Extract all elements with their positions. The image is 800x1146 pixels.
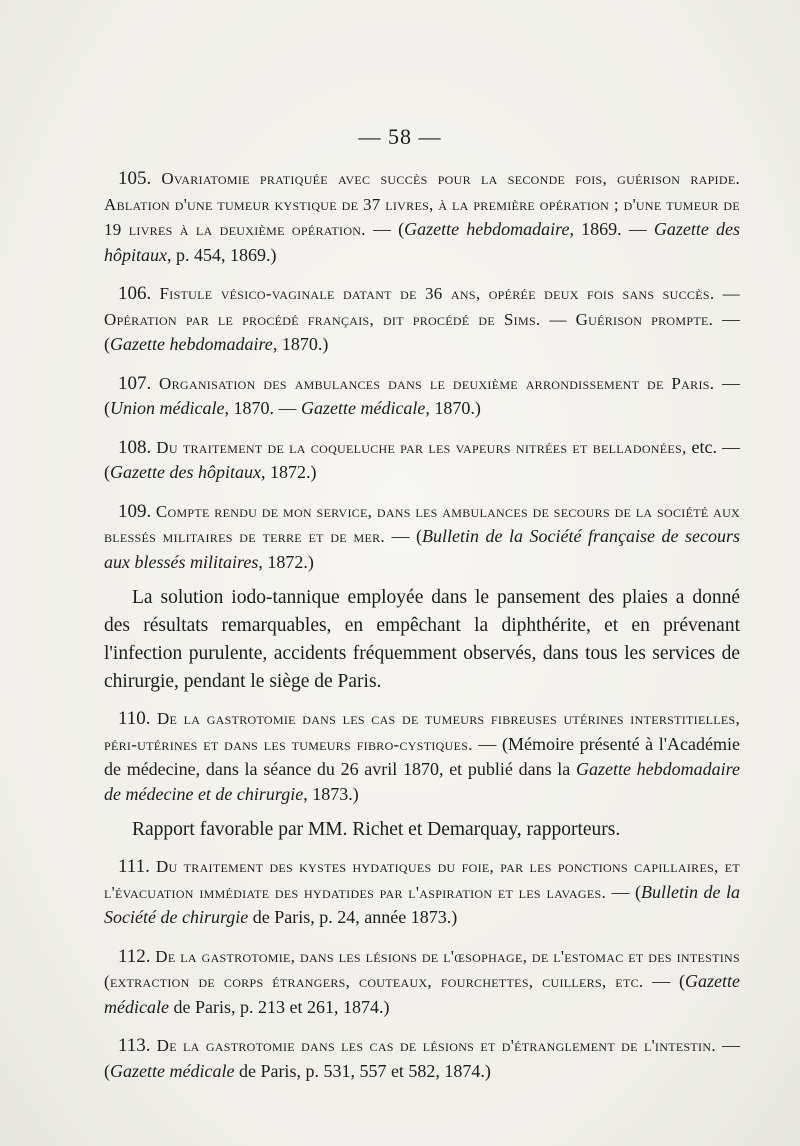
entry-107 <box>104 371 740 421</box>
entry-separator: — ( <box>606 881 641 902</box>
entry-citation: , 1873.) <box>303 783 359 804</box>
entry-111 <box>104 854 740 930</box>
entry-separator: — ( <box>643 971 686 991</box>
entry-title: Compte rendu de mon service, dans les ambulances de secours de la société aux blessés militaires de terre et de mer. <box>104 501 741 546</box>
entry-citation: de Paris, p. 213 et 261, 1874.) <box>168 996 390 1017</box>
entry-number: 112. <box>118 945 151 967</box>
entry-109 <box>104 499 740 575</box>
entry-citation: , 1869. — <box>569 219 654 239</box>
entry-separator: — ( <box>104 436 741 482</box>
entry-journal: Bulletin de la Société de chirurgie <box>104 881 740 927</box>
entry-number: 105. <box>118 168 152 189</box>
entry-journal: Gazette hebdomadaire <box>404 219 570 239</box>
note-paragraph: La solution iodo-tannique employée dans le pansement des plaies a donné des résultats remarquables, en empêchant la diphthérite, et en prévenant l'infection purulente, accidents fréquemment observés, dans tous les services de chirurgie, pendant le siège de Paris. <box>104 587 740 692</box>
entry-title: Ovariatomie pratiquée avec succès pour la seconde fois, guérison rapide. Ablation d'une tumeur kystique de 37 livres, à la première opération ; d'une tumeur de 19 livres à la deuxième opération. <box>104 169 740 239</box>
entry-extra: etc. <box>686 436 718 457</box>
entry-journal: Gazette hebdomadaire de médecine et de chirurgie <box>104 759 740 804</box>
entry-separator: — ( <box>104 308 740 354</box>
entry-110 <box>104 706 740 806</box>
entry-citation: , 1872.) <box>258 551 314 572</box>
entry-title: De la gastrotomie dans les cas de tumeurs fibreuses utérines interstitielles, péri-utérines et dans les tumeurs fibro-cystiques. <box>104 709 741 754</box>
entry-separator: — ( <box>104 1035 740 1081</box>
entry-separator: — ( <box>384 526 422 546</box>
entry-journal: Gazette des hôpitaux <box>110 462 261 482</box>
entry-number: 106. <box>118 283 152 304</box>
entry-number: 108. <box>118 436 152 458</box>
entry-citation: de Paris, p. 24, année 1873.) <box>248 907 458 927</box>
entry-separator: — ( <box>104 372 741 418</box>
entry-112 <box>104 944 740 1020</box>
entry-title: Du traitement des kystes hydatiques du foie, par les ponctions capillaires, et l'évacuation immédiate des hydatides par l'aspiration et les lavages. <box>104 857 741 902</box>
entry-journal: Union médicale <box>110 398 225 418</box>
entry-number: 113. <box>118 1035 151 1056</box>
entry-number: 110. <box>118 708 151 729</box>
page-number: — 58 — <box>358 124 442 149</box>
entry-title: De la gastrotomie dans les cas de lésions et d'étranglement de l'intestin. <box>156 1036 716 1055</box>
note-paragraph: Rapport favorable par MM. Richet et Demarquay, rapporteurs. <box>132 819 621 840</box>
entry-citation: , p. 454, 1869.) <box>167 244 277 265</box>
entry-105 <box>104 166 740 267</box>
entry-citation: , 1870.) <box>425 398 481 418</box>
entry-113 <box>104 1033 740 1083</box>
bibliography-list <box>104 166 740 1097</box>
entry-title: De la gastrotomie, dans les lésions de l'œsophage, de l'estomac et des intestins (extraction de corps étrangers, couteaux, fourchettes, cuillers, etc. <box>104 946 740 991</box>
entry-number: 107. <box>118 372 152 394</box>
entry-journal: Gazette hebdomadaire <box>110 334 273 354</box>
entry-citation: , 1870. — <box>224 398 301 418</box>
entry-journal: Gazette médicale <box>300 398 426 418</box>
entry-citation: de Paris, p. 531, 557 et 582, 1874.) <box>234 1060 491 1081</box>
entry-108 <box>104 435 740 485</box>
entry-number: 111. <box>118 856 150 877</box>
entry-title: Organisation des ambulances dans le deuxième arrondissement de Paris. <box>159 373 715 393</box>
entry-106 <box>104 281 740 357</box>
entry-journal: Gazette médicale <box>110 1060 235 1081</box>
entry-journal: Gazette médicale <box>104 971 741 1017</box>
entry-citation: , 1872.) <box>260 462 317 482</box>
entry-journal: Bulletin de la Société française de secours aux blessés militaires <box>104 526 740 572</box>
entry-journal: Gazette des hôpitaux <box>104 219 741 265</box>
entry-number: 109. <box>118 500 152 522</box>
entry-separator: — ( <box>365 219 405 239</box>
entry-title: Fistule vésico-vaginale datant de 36 ans, opérée deux fois sans succès. — Opération par le procédé français, dit procédé de Sims. — Guérison prompte. <box>104 284 740 329</box>
entry-separator: — (Mémoire présenté à l'Académie de médecine, dans la séance du 26 avril 1870, et publié dans la <box>104 733 740 779</box>
entry-title: Du traitement de la coqueluche par les vapeurs nitrées et belladonées, <box>156 437 687 457</box>
entry-citation: , 1870.) <box>272 334 329 354</box>
